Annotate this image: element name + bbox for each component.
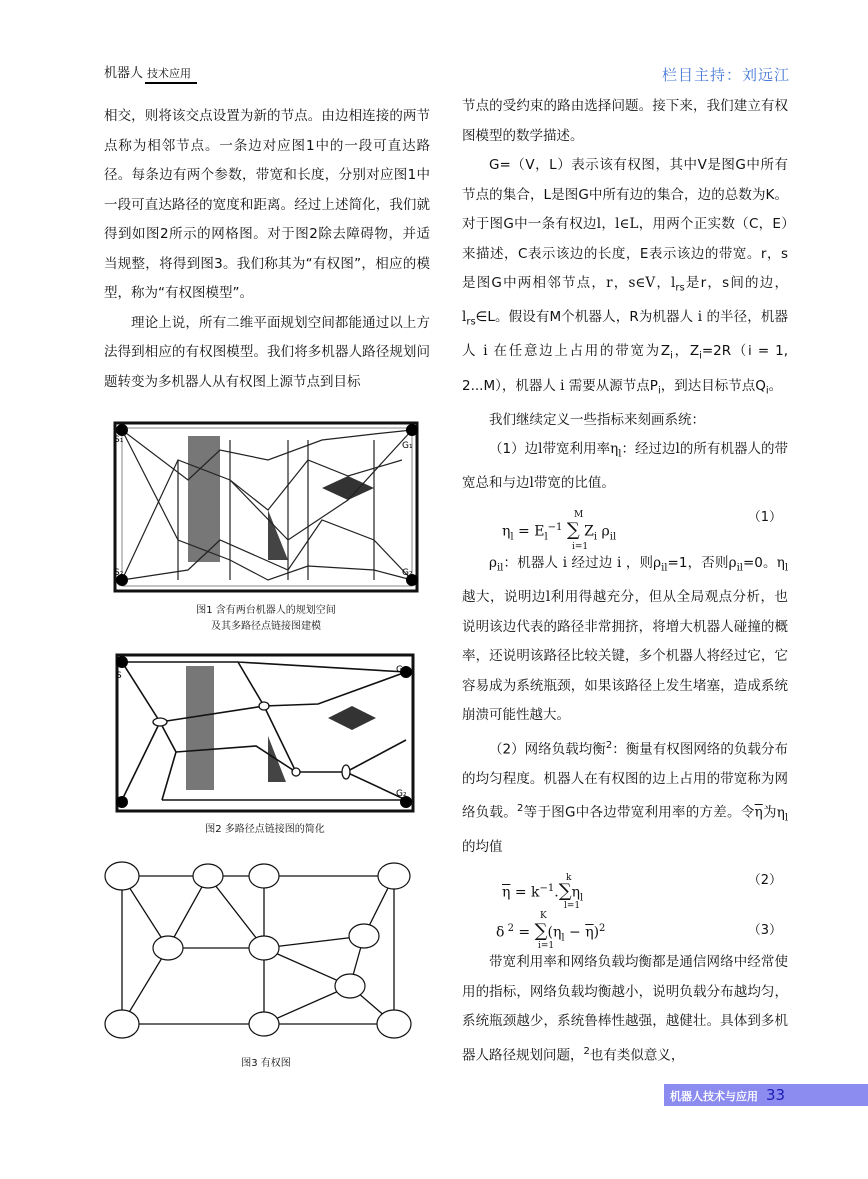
fig1-label-s2: S₂ xyxy=(114,568,124,578)
fig1-caption xyxy=(112,603,420,635)
right-paragraph-2: 我们继续定义一些指标来刻画系统： xyxy=(489,411,705,428)
header-left xyxy=(104,62,197,84)
fig2-label-g2: G₂ xyxy=(396,789,407,799)
right-paragraph-5: （2）网络负载均衡$^2$：衡量有权图网络的负载分布的均匀程度。机器人在有权图的边上占用的带宽称为网络负载。$^2$等于图G中各边带宽利用率的方差。令$\overline{\eta}$为$\eta_l$的均值 xyxy=(462,739,789,855)
left-paragraph-2: 理论上说，所有二维平面规划空间都能通过以上方法得到相应的有权图模型。我们将多机器人路径规划问题转变为多机器人从有权图上源节点到目标 xyxy=(104,314,430,390)
left-paragraph-1: 相交，则将该交点设置为新的节点。由边相连接的两节点称为相邻节点。一条边对应图1中的一段可直达路径。每条边有两个参数，带宽和长度，分别对应图1中一段可直达路径的宽度和距离。经过上述简化，我们就得到如图2所示的网格图。对于图2除去障碍物，并适当规整，将得到图3。我们称其为“有权图”，相应的模型，称为“有权图模型”。 xyxy=(104,108,430,301)
fig3-caption: 图3 有权图 xyxy=(241,1058,291,1069)
right-paragraph-1: G=（V，L）表示该有权图，其中V是图G中所有节点的集合，L是图G中所有边的集合，边的总数为K。对于图G中一条有权边l，l∈L，用两个正实数（C，E）来描述，C表示该边的长度，E表示该边的带宽。r，s 是图G中两相邻节点，r，s∈V，$l_{rs}$是r，s间的边，$l_{rs}\in L$。假设有M个机器人，R为机器人 i 的半径，机器人 i 在任意边上占用的带宽为$Z_i$，$Z_i=2R(i = 1$, 2...M），机器人 i 需要从源节点$P_i$，到达目标节点$Q_i$。 xyxy=(462,157,789,397)
fig2-caption: 图2 多路径点链接图的简化 xyxy=(205,824,325,835)
footer-journal: 机器人技术与应用 xyxy=(670,1090,758,1103)
right-paragraph-6: 带宽利用率和网络负载均衡都是通信网络中经常使用的指标，网络负载均衡越小，说明负载分布越均匀，系统瓶颈越少，系统鲁棒性越强，越健壮。具体到多机器人路径规划问题，$^2$也有类似意义， xyxy=(462,954,788,1064)
fig1-label-g2: G₂ xyxy=(402,568,413,578)
figure-2 xyxy=(114,652,416,814)
right-paragraph-3: （1）边l带宽利用率$\eta_l$：经过边l的所有机器人的带宽总和与边l带宽的比值。 xyxy=(462,441,789,492)
fig1-caption-line2: 及其多路径点链接图建模 xyxy=(211,621,321,632)
header-editor: 栏目主持：刘远江 xyxy=(661,66,790,84)
figure-3 xyxy=(104,858,416,1044)
equation-2: $\overline{\eta} = k^{-1}.\sum\eta_l$ k l=1 （2） xyxy=(502,873,782,912)
equation-1: $\eta_l = E_l^{-1}$ ∑ $Z_i$ $\rho_{il}$ M i=1 （1） xyxy=(502,509,782,552)
right-paragraph-0: 节点的受约束的路由选择问题。接下来，我们建立有权图模型的数学描述。 xyxy=(462,98,788,144)
equation-3: δ $^2 = \sum(\eta_l - \overline{\eta})^2$ K i=1 （3） xyxy=(496,911,782,952)
right-paragraph-4: $\rho_{il}$：机器人 i 经过边 i ，则$\rho_{il}=1$，否则$\rho_{il}=0$。$\eta_l$越大，说明边l利用得越充分，但从全局观点分析，也说明该边代表的路径非常拥挤，将增大机器人碰撞的概率，还说明该路径比较关键，多个机器人将经过它，它容易成为系统瓶颈，如果该路径上发生堵塞，造成系统崩溃可能性越大。 xyxy=(462,554,789,724)
header-tag: 技术应用 xyxy=(145,65,197,84)
left-column xyxy=(104,102,430,397)
fig1-caption-line1: 图1 含有两台机器人的规划空间 xyxy=(196,605,336,616)
fig2-label-s1: S xyxy=(116,671,122,681)
fig2-label-g1: G₁ xyxy=(396,665,407,675)
figure-1 xyxy=(112,420,420,594)
fig1-label-s1: S₁ xyxy=(114,435,124,445)
page-number: 33 xyxy=(766,1086,786,1104)
fig1-label-g1: G₁ xyxy=(402,441,413,451)
footer-bar xyxy=(664,1084,868,1106)
header-section: 机器人 xyxy=(104,66,144,81)
right-column xyxy=(462,92,788,1071)
